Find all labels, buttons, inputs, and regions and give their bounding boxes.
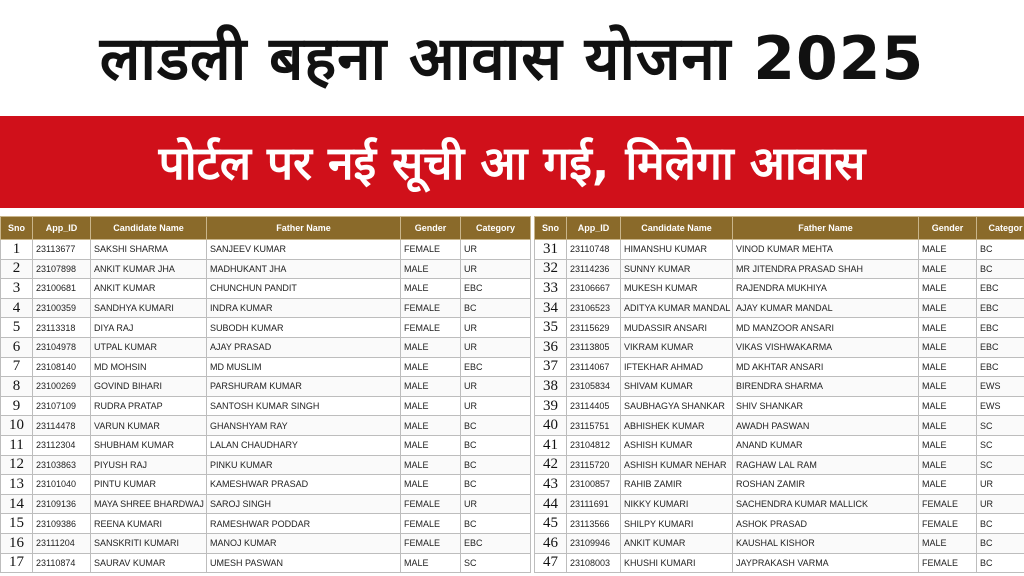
table-row: [1, 553, 531, 573]
gender-cell: MALE: [919, 240, 977, 260]
father-name-cell: INDRA KUMAR: [207, 298, 401, 318]
app-id-cell: 23107898: [33, 259, 91, 279]
category-cell: BC: [461, 475, 531, 495]
category-cell: EBC: [461, 279, 531, 299]
candidate-name-cell: SHIVAM KUMAR: [621, 377, 733, 397]
table-row: [1, 279, 531, 299]
app-id-cell: 23115720: [567, 455, 621, 475]
sno-cell: 14: [1, 494, 33, 514]
app-id-cell: 23100359: [33, 298, 91, 318]
table-row: [535, 514, 1024, 534]
subtitle-banner: [0, 116, 1024, 208]
sno-cell: 44: [535, 494, 567, 514]
gender-cell: FEMALE: [919, 514, 977, 534]
app-id-cell: 23101040: [33, 475, 91, 495]
father-name-header: Father Name: [207, 217, 401, 240]
gender-cell: MALE: [401, 357, 461, 377]
candidate-name-cell: SAUBHAGYA SHANKAR: [621, 396, 733, 416]
candidate-name-cell: ASHISH KUMAR NEHAR: [621, 455, 733, 475]
category-cell: EBC: [461, 533, 531, 553]
table-row: [1, 357, 531, 377]
candidate-name-cell: ABHISHEK KUMAR: [621, 416, 733, 436]
candidate-name-cell: SUNNY KUMAR: [621, 259, 733, 279]
candidate-name-cell: GOVIND BIHARI: [91, 377, 207, 397]
gender-header: Gender: [401, 217, 461, 240]
app-id-cell: 23115751: [567, 416, 621, 436]
app-id-cell: 23114067: [567, 357, 621, 377]
table-row: [1, 455, 531, 475]
father-name-cell: LALAN CHAUDHARY: [207, 435, 401, 455]
gender-cell: MALE: [919, 377, 977, 397]
table-row: [1, 298, 531, 318]
gender-cell: MALE: [401, 416, 461, 436]
app-id-cell: 23114236: [567, 259, 621, 279]
candidate-name-cell: ASHISH KUMAR: [621, 435, 733, 455]
app-id-cell: 23108140: [33, 357, 91, 377]
gender-cell: MALE: [401, 279, 461, 299]
sno-cell: 37: [535, 357, 567, 377]
app-id-cell: 23100857: [567, 475, 621, 495]
candidate-name-header: Candidate Name: [621, 217, 733, 240]
table-row: [535, 396, 1024, 416]
sno-cell: 9: [1, 396, 33, 416]
table-row: [1, 514, 531, 534]
candidate-name-cell: REENA KUMARI: [91, 514, 207, 534]
father-name-cell: SHIV SHANKAR: [733, 396, 919, 416]
father-name-cell: PARSHURAM KUMAR: [207, 377, 401, 397]
gender-cell: MALE: [401, 396, 461, 416]
father-name-cell: ASHOK PRASAD: [733, 514, 919, 534]
page-subtitle: पोर्टल पर नई सूची आ गई, मिलेगा आवास: [158, 136, 866, 190]
candidate-name-cell: VARUN KUMAR: [91, 416, 207, 436]
gender-cell: MALE: [401, 337, 461, 357]
table-row: [1, 416, 531, 436]
category-cell: UR: [461, 318, 531, 338]
app-id-header: App_ID: [567, 217, 621, 240]
page-title: लाडली बहना आवास योजना 2025: [99, 24, 925, 94]
father-name-cell: GHANSHYAM RAY: [207, 416, 401, 436]
category-cell: BC: [461, 455, 531, 475]
candidate-name-cell: SANDHYA KUMARI: [91, 298, 207, 318]
father-name-cell: MADHUKANT JHA: [207, 259, 401, 279]
candidate-name-cell: KHUSHI KUMARI: [621, 553, 733, 573]
gender-cell: MALE: [919, 298, 977, 318]
sno-cell: 16: [1, 533, 33, 553]
gender-cell: MALE: [919, 475, 977, 495]
category-header: Categor: [977, 217, 1024, 240]
app-id-cell: 23113677: [33, 240, 91, 260]
candidate-name-header: Candidate Name: [91, 217, 207, 240]
table-row: [535, 416, 1024, 436]
table-header-row: [535, 217, 1024, 240]
gender-cell: MALE: [401, 435, 461, 455]
table-row: [535, 553, 1024, 573]
category-cell: UR: [461, 259, 531, 279]
sno-cell: 41: [535, 435, 567, 455]
table-row: [1, 240, 531, 260]
candidate-name-cell: SHUBHAM KUMAR: [91, 435, 207, 455]
gender-cell: FEMALE: [919, 494, 977, 514]
table-row: [535, 533, 1024, 553]
father-name-header: Father Name: [733, 217, 919, 240]
father-name-cell: UMESH PASWAN: [207, 553, 401, 573]
gender-cell: MALE: [401, 455, 461, 475]
app-id-cell: 23112304: [33, 435, 91, 455]
father-name-cell: MD MUSLIM: [207, 357, 401, 377]
app-id-cell: 23111691: [567, 494, 621, 514]
app-id-cell: 23113566: [567, 514, 621, 534]
sno-cell: 32: [535, 259, 567, 279]
gender-cell: MALE: [401, 475, 461, 495]
father-name-cell: ROSHAN ZAMIR: [733, 475, 919, 495]
father-name-cell: JAYPRAKASH VARMA: [733, 553, 919, 573]
app-id-cell: 23104812: [567, 435, 621, 455]
app-id-cell: 23103863: [33, 455, 91, 475]
category-cell: EBC: [461, 357, 531, 377]
category-cell: BC: [461, 416, 531, 436]
gender-cell: MALE: [401, 259, 461, 279]
candidate-name-cell: HIMANSHU KUMAR: [621, 240, 733, 260]
gender-cell: MALE: [919, 357, 977, 377]
gender-cell: FEMALE: [401, 514, 461, 534]
app-id-cell: 23109386: [33, 514, 91, 534]
sno-cell: 38: [535, 377, 567, 397]
category-cell: UR: [977, 494, 1024, 514]
father-name-cell: PINKU KUMAR: [207, 455, 401, 475]
sno-cell: 40: [535, 416, 567, 436]
gender-cell: MALE: [919, 396, 977, 416]
sno-cell: 13: [1, 475, 33, 495]
father-name-cell: VIKAS VISHWAKARMA: [733, 337, 919, 357]
sno-cell: 31: [535, 240, 567, 260]
table-row: [1, 396, 531, 416]
candidate-name-cell: ANKIT KUMAR: [621, 533, 733, 553]
sno-cell: 12: [1, 455, 33, 475]
sno-cell: 2: [1, 259, 33, 279]
sno-header: Sno: [535, 217, 567, 240]
candidate-name-cell: NIKKY KUMARI: [621, 494, 733, 514]
table-row: [535, 455, 1024, 475]
table-row: [535, 298, 1024, 318]
category-cell: BC: [977, 259, 1024, 279]
sno-header: Sno: [1, 217, 33, 240]
sno-cell: 1: [1, 240, 33, 260]
father-name-cell: SANTOSH KUMAR SINGH: [207, 396, 401, 416]
candidate-name-cell: SAKSHI SHARMA: [91, 240, 207, 260]
category-cell: EWS: [977, 396, 1024, 416]
candidate-name-cell: ANKIT KUMAR: [91, 279, 207, 299]
gender-cell: MALE: [919, 435, 977, 455]
sno-cell: 34: [535, 298, 567, 318]
candidate-name-cell: ADITYA KUMAR MANDAL: [621, 298, 733, 318]
gender-cell: FEMALE: [919, 553, 977, 573]
app-id-cell: 23114405: [567, 396, 621, 416]
gender-header: Gender: [919, 217, 977, 240]
candidate-name-cell: MD MOHSIN: [91, 357, 207, 377]
category-cell: UR: [461, 494, 531, 514]
category-cell: SC: [461, 553, 531, 573]
gender-cell: FEMALE: [401, 240, 461, 260]
sno-cell: 36: [535, 337, 567, 357]
category-cell: BC: [977, 514, 1024, 534]
father-name-cell: MD MANZOOR ANSARI: [733, 318, 919, 338]
app-id-cell: 23110874: [33, 553, 91, 573]
sno-cell: 3: [1, 279, 33, 299]
category-cell: BC: [461, 514, 531, 534]
gender-cell: MALE: [401, 377, 461, 397]
candidate-name-cell: IFTEKHAR AHMAD: [621, 357, 733, 377]
app-id-cell: 23100681: [33, 279, 91, 299]
category-cell: BC: [977, 533, 1024, 553]
candidate-name-cell: DIYA RAJ: [91, 318, 207, 338]
sno-cell: 42: [535, 455, 567, 475]
sno-cell: 43: [535, 475, 567, 495]
candidate-name-cell: SHILPY KUMARI: [621, 514, 733, 534]
father-name-cell: CHUNCHUN PANDIT: [207, 279, 401, 299]
table-row: [1, 475, 531, 495]
app-id-cell: 23109136: [33, 494, 91, 514]
father-name-cell: SUBODH KUMAR: [207, 318, 401, 338]
table-row: [535, 279, 1024, 299]
category-cell: EBC: [977, 279, 1024, 299]
table-row: [1, 318, 531, 338]
father-name-cell: AWADH PASWAN: [733, 416, 919, 436]
app-id-cell: 23100269: [33, 377, 91, 397]
sno-cell: 5: [1, 318, 33, 338]
father-name-cell: RAJENDRA MUKHIYA: [733, 279, 919, 299]
table-row: [1, 259, 531, 279]
title-banner: [0, 0, 1024, 112]
category-cell: SC: [977, 455, 1024, 475]
app-id-cell: 23108003: [567, 553, 621, 573]
category-cell: UR: [461, 240, 531, 260]
sno-cell: 6: [1, 337, 33, 357]
beneficiary-list-area: [0, 210, 1024, 576]
category-cell: UR: [461, 337, 531, 357]
gender-cell: FEMALE: [401, 533, 461, 553]
table-row: [535, 337, 1024, 357]
gender-cell: MALE: [919, 279, 977, 299]
gender-cell: FEMALE: [401, 494, 461, 514]
category-cell: UR: [461, 396, 531, 416]
father-name-cell: BIRENDRA SHARMA: [733, 377, 919, 397]
father-name-cell: MR JITENDRA PRASAD SHAH: [733, 259, 919, 279]
father-name-cell: MANOJ KUMAR: [207, 533, 401, 553]
father-name-cell: SAROJ SINGH: [207, 494, 401, 514]
category-cell: BC: [977, 553, 1024, 573]
gender-cell: MALE: [919, 455, 977, 475]
gender-cell: MALE: [919, 533, 977, 553]
table-row: [535, 318, 1024, 338]
category-cell: EWS: [977, 377, 1024, 397]
father-name-cell: KAMESHWAR PRASAD: [207, 475, 401, 495]
gender-cell: MALE: [919, 318, 977, 338]
father-name-cell: KAUSHAL KISHOR: [733, 533, 919, 553]
candidate-name-cell: VIKRAM KUMAR: [621, 337, 733, 357]
father-name-cell: RAGHAW LAL RAM: [733, 455, 919, 475]
sno-cell: 35: [535, 318, 567, 338]
app-id-cell: 23104978: [33, 337, 91, 357]
table-row: [1, 377, 531, 397]
app-id-cell: 23114478: [33, 416, 91, 436]
sno-cell: 15: [1, 514, 33, 534]
category-cell: EBC: [977, 357, 1024, 377]
category-cell: EBC: [977, 298, 1024, 318]
table-row: [535, 240, 1024, 260]
gender-cell: MALE: [401, 553, 461, 573]
sno-cell: 10: [1, 416, 33, 436]
gender-cell: FEMALE: [401, 318, 461, 338]
father-name-cell: MD AKHTAR ANSARI: [733, 357, 919, 377]
app-id-cell: 23106523: [567, 298, 621, 318]
table-row: [535, 377, 1024, 397]
category-header: Category: [461, 217, 531, 240]
table-row: [535, 357, 1024, 377]
table-row: [1, 533, 531, 553]
table-header-row: [1, 217, 531, 240]
table-row: [535, 435, 1024, 455]
category-cell: BC: [461, 298, 531, 318]
app-id-cell: 23113805: [567, 337, 621, 357]
app-id-cell: 23110748: [567, 240, 621, 260]
sno-cell: 33: [535, 279, 567, 299]
candidate-name-cell: SAURAV KUMAR: [91, 553, 207, 573]
beneficiary-table-right: [534, 216, 1024, 573]
candidate-name-cell: SANSKRITI KUMARI: [91, 533, 207, 553]
sno-cell: 39: [535, 396, 567, 416]
category-cell: SC: [977, 435, 1024, 455]
app-id-cell: 23113318: [33, 318, 91, 338]
gender-cell: FEMALE: [401, 298, 461, 318]
candidate-name-cell: PINTU KUMAR: [91, 475, 207, 495]
app-id-cell: 23107109: [33, 396, 91, 416]
table-row: [1, 435, 531, 455]
sno-cell: 45: [535, 514, 567, 534]
sno-cell: 7: [1, 357, 33, 377]
category-cell: EBC: [977, 337, 1024, 357]
gender-cell: MALE: [919, 416, 977, 436]
app-id-cell: 23109946: [567, 533, 621, 553]
app-id-cell: 23105834: [567, 377, 621, 397]
candidate-name-cell: MUKESH KUMAR: [621, 279, 733, 299]
sno-cell: 46: [535, 533, 567, 553]
gender-cell: MALE: [919, 259, 977, 279]
app-id-header: App_ID: [33, 217, 91, 240]
candidate-name-cell: PIYUSH RAJ: [91, 455, 207, 475]
category-cell: SC: [977, 416, 1024, 436]
app-id-cell: 23111204: [33, 533, 91, 553]
father-name-cell: VINOD KUMAR MEHTA: [733, 240, 919, 260]
app-id-cell: 23106667: [567, 279, 621, 299]
father-name-cell: SANJEEV KUMAR: [207, 240, 401, 260]
candidate-name-cell: MAYA SHREE BHARDWAJ: [91, 494, 207, 514]
candidate-name-cell: MUDASSIR ANSARI: [621, 318, 733, 338]
category-cell: BC: [461, 435, 531, 455]
father-name-cell: AJAY KUMAR MANDAL: [733, 298, 919, 318]
father-name-cell: SACHENDRA KUMAR MALLICK: [733, 494, 919, 514]
candidate-name-cell: RAHIB ZAMIR: [621, 475, 733, 495]
candidate-name-cell: UTPAL KUMAR: [91, 337, 207, 357]
beneficiary-table-left: [0, 216, 531, 573]
category-cell: BC: [977, 240, 1024, 260]
candidate-name-cell: ANKIT KUMAR JHA: [91, 259, 207, 279]
sno-cell: 17: [1, 553, 33, 573]
category-cell: UR: [977, 475, 1024, 495]
table-row: [1, 494, 531, 514]
app-id-cell: 23115629: [567, 318, 621, 338]
category-cell: EBC: [977, 318, 1024, 338]
sno-cell: 11: [1, 435, 33, 455]
table-row: [535, 259, 1024, 279]
table-row: [535, 494, 1024, 514]
table-row: [1, 337, 531, 357]
father-name-cell: ANAND KUMAR: [733, 435, 919, 455]
sno-cell: 4: [1, 298, 33, 318]
sno-cell: 47: [535, 553, 567, 573]
sno-cell: 8: [1, 377, 33, 397]
category-cell: UR: [461, 377, 531, 397]
father-name-cell: RAMESHWAR PODDAR: [207, 514, 401, 534]
father-name-cell: AJAY PRASAD: [207, 337, 401, 357]
table-row: [535, 475, 1024, 495]
gender-cell: MALE: [919, 337, 977, 357]
candidate-name-cell: RUDRA PRATAP: [91, 396, 207, 416]
